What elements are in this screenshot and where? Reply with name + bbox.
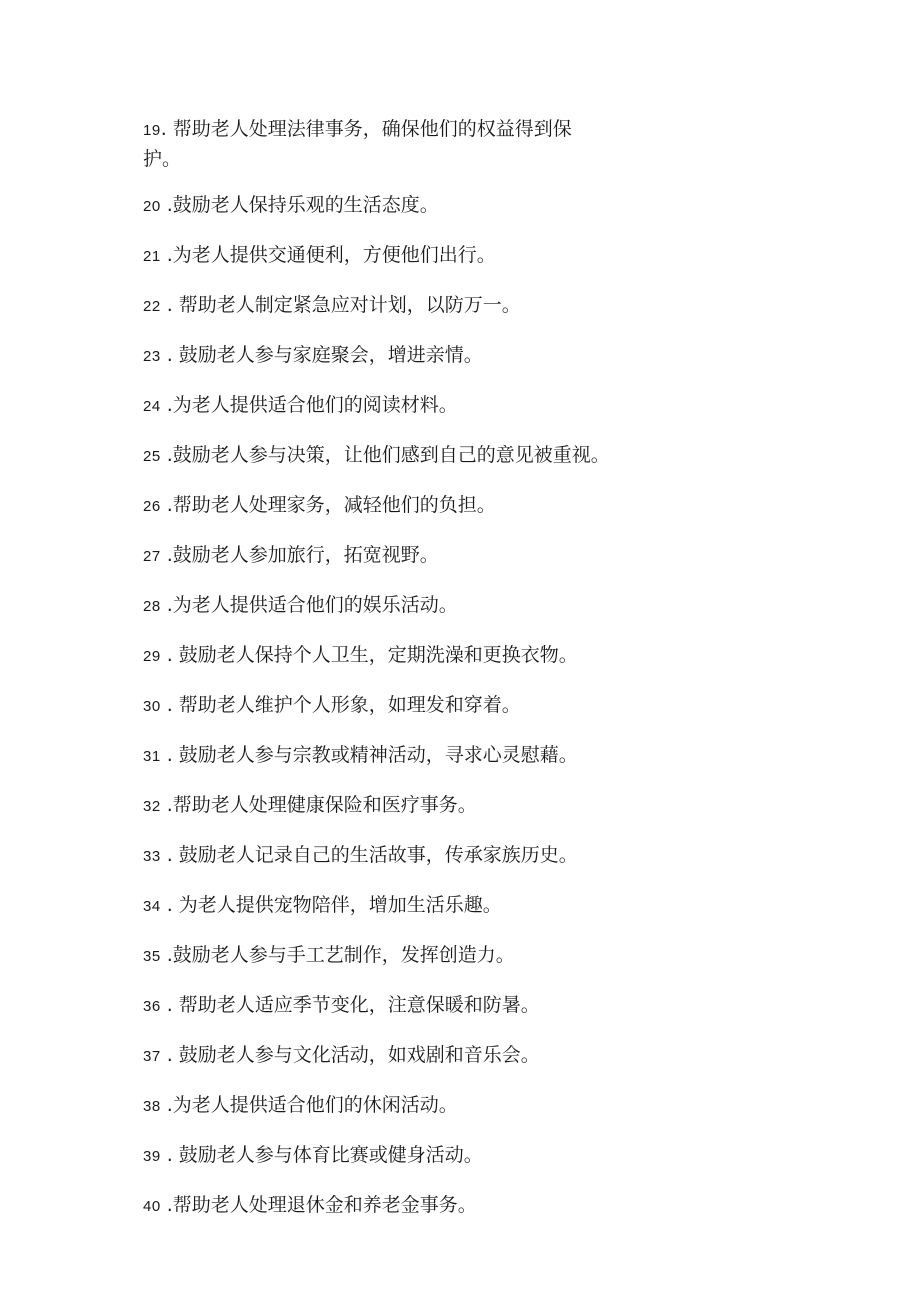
item-number: 32 — [143, 798, 161, 815]
list-item — [143, 841, 683, 871]
item-number: 39 — [143, 1148, 161, 1165]
list-item — [143, 691, 683, 721]
item-number: 23 — [143, 348, 161, 365]
item-number: 29 — [143, 648, 161, 665]
list-item — [143, 541, 683, 571]
item-number: 35 — [143, 948, 161, 965]
item-number: 28 — [143, 598, 161, 615]
list-item — [143, 591, 683, 621]
list-item — [143, 341, 683, 371]
item-text: . 鼓励老人参与体育比赛或健身活动。 — [160, 1144, 483, 1166]
item-text: .鼓励老人参与手工艺制作，发挥创造力。 — [160, 944, 515, 966]
item-text: .为老人提供交通便利，方便他们出行。 — [160, 244, 496, 266]
item-number: 25 — [143, 448, 161, 465]
item-text: .鼓励老人参与决策，让他们感到自己的意见被重视。 — [160, 444, 610, 466]
list-item — [143, 641, 683, 671]
list-item — [143, 791, 683, 821]
list-item — [143, 741, 683, 771]
item-text: . 为老人提供宠物陪伴，增加生活乐趣。 — [160, 894, 502, 916]
item-number: 22 — [143, 298, 161, 315]
item-text-continuation: 护。 — [143, 148, 182, 170]
item-number: 37 — [143, 1048, 161, 1065]
item-number: 34 — [143, 898, 161, 915]
list-item — [143, 291, 683, 321]
numbered-list — [143, 115, 683, 1221]
item-text: .鼓励老人保持乐观的生活态度。 — [160, 194, 439, 216]
item-text: . 鼓励老人参与家庭聚会，增进亲情。 — [160, 344, 483, 366]
item-text: . 帮助老人制定紧急应对计划，以防万一。 — [160, 294, 521, 316]
item-number: 33 — [143, 848, 161, 865]
item-text: .帮助老人处理健康保险和医疗事务。 — [160, 794, 477, 816]
item-text: .为老人提供适合他们的娱乐活动。 — [160, 594, 458, 616]
item-number: 26 — [143, 498, 161, 515]
list-item — [143, 1041, 683, 1071]
item-number: 36 — [143, 998, 161, 1015]
list-item — [143, 115, 683, 173]
item-number: 40 — [143, 1198, 161, 1215]
item-text: .为老人提供适合他们的阅读材料。 — [160, 394, 458, 416]
item-text: . 帮助老人维护个人形象，如理发和穿着。 — [160, 694, 521, 716]
list-item — [143, 941, 683, 971]
item-text: . 鼓励老人参与宗教或精神活动，寻求心灵慰藉。 — [160, 744, 578, 766]
item-number: 30 — [143, 698, 161, 715]
item-text: . 帮助老人适应季节变化，注意保暖和防暑。 — [160, 994, 540, 1016]
list-item — [143, 391, 683, 421]
item-number: 38 — [143, 1098, 161, 1115]
list-item — [143, 491, 683, 521]
item-number: 31 — [143, 748, 161, 765]
item-text: . 鼓励老人记录自己的生活故事，传承家族历史。 — [160, 844, 578, 866]
item-number: 19 — [143, 122, 161, 139]
item-number: 20 — [143, 198, 161, 215]
list-item — [143, 891, 683, 921]
item-number: 24 — [143, 398, 161, 415]
list-item — [143, 1091, 683, 1121]
list-item — [143, 1191, 683, 1221]
item-text: .为老人提供适合他们的休闲活动。 — [160, 1094, 458, 1116]
item-text: .帮助老人处理家务，减轻他们的负担。 — [160, 494, 496, 516]
item-text: . 帮助老人处理法律事务，确保他们的权益得到保 — [160, 118, 572, 140]
item-text: .鼓励老人参加旅行，拓宽视野。 — [160, 544, 439, 566]
item-text: . 鼓励老人保持个人卫生，定期洗澡和更换衣物。 — [160, 644, 578, 666]
item-number: 21 — [143, 248, 161, 265]
item-text: . 鼓励老人参与文化活动，如戏剧和音乐会。 — [160, 1044, 540, 1066]
list-item — [143, 991, 683, 1021]
list-item — [143, 191, 683, 221]
item-text: .帮助老人处理退休金和养老金事务。 — [160, 1194, 477, 1216]
list-item — [143, 441, 683, 471]
list-item — [143, 241, 683, 271]
item-number: 27 — [143, 548, 161, 565]
list-item — [143, 1141, 683, 1171]
